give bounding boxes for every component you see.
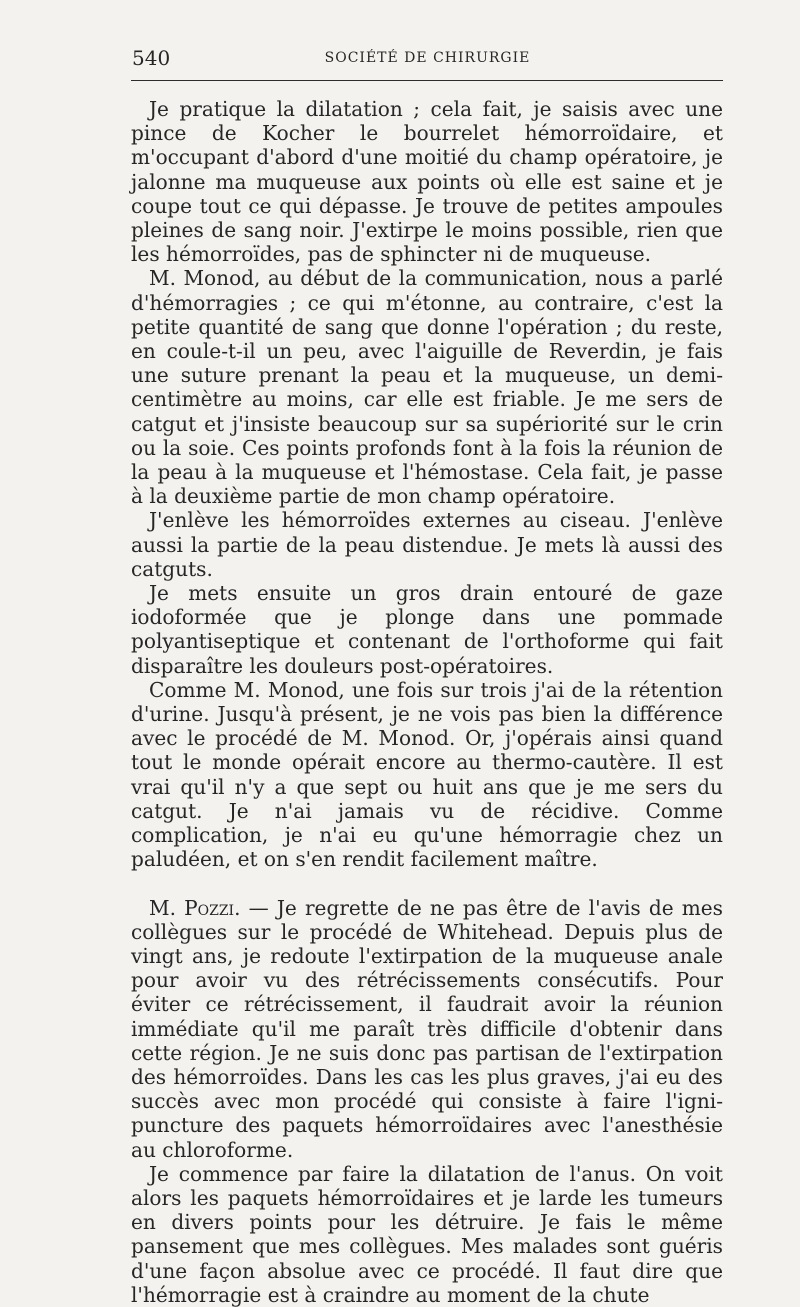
body-text xyxy=(131,97,723,1307)
speaker-text: — Je regrette de ne pas être de l'avis de mes collègues sur le procédé de Whitehead. Depuis plus de vingt ans, je redoute l'extirpation de la muqueuse anale pour avoir vu des rétrécissements consécutifs. Pour éviter ce rétrécissement, il faudrait avoir la réunion immédiate qu'il me paraît très difficile d'obtenir dans cette région. Je ne suis donc pas partisan de l'extirpation des hémorroïdes. Dans les cas les plus graves, j'ai eu des succès avec mon procédé qui consiste à faire l'igni-puncture des paquets hémorroïdaires avec l'anesthésie au chloroforme. xyxy=(131,895,723,1162)
speaker-name: M. Pozzi. xyxy=(149,895,241,920)
pozzi-paragraph xyxy=(131,896,723,1162)
running-title: SOCIÉTÉ DE CHIRURGIE xyxy=(324,50,531,66)
paragraph: J'enlève les hémorroïdes externes au ciseau. J'enlève aussi la partie de la peau distendue. Je mets là aussi des catguts. xyxy=(131,508,723,581)
paragraph: Comme M. Monod, une fois sur trois j'ai de la rétention d'urine. Jusqu'à présent, je ne vois pas bien la différence avec le procédé de M. Monod. Or, j'opérais ainsi quand tout le monde opérait encore au thermo-cautère. Il est vrai qu'il n'y a que sept ou huit ans que je me sers du catgut. Je n'ai jamais vu de récidive. Comme complication, je n'ai eu qu'une hémorragie chez un paludéen, et on s'en rendit facilement maître. xyxy=(131,677,723,872)
paragraph: Je pratique la dilatation ; cela fait, je saisis avec une pince de Kocher le bourrelet hémorroïdaire, et m'occupant d'abord d'une moitié du champ opératoire, je jalonne ma muqueuse aux points où elle est saine et je coupe tout ce qui dépasse. Je trouve de petites ampoules pleines de sang noir. J'extirpe le moins possible, rien que les hémorroïdes, pas de sphincter ni de muqueuse. xyxy=(131,97,723,267)
page-header xyxy=(132,42,723,76)
section-break xyxy=(131,872,723,896)
paragraph: Je commence par faire la dilatation de l'anus. On voit alors les paquets hémorroïdaires et je larde les tumeurs en divers points pour les détruire. Je fais le même pansement que mes collègues. Mes malades sont guéris d'une façon absolue avec ce procédé. Il faut dire que l'hémorragie est à craindre au moment de la chute xyxy=(131,1161,723,1307)
header-rule xyxy=(131,80,723,81)
page-number: 540 xyxy=(132,46,171,70)
paragraph: Je mets ensuite un gros drain entouré de gaze iodoformée que je plonge dans une pommade polyantiseptique et contenant de l'orthoforme qui fait disparaître les douleurs post-opératoires. xyxy=(131,581,723,678)
paragraph: M. Monod, au début de la communication, nous a parlé d'hémorragies ; ce qui m'étonne, au contraire, c'est la petite quantité de sang que donne l'opération ; du reste, en coule-t-il un peu, avec l'aiguille de Reverdin, je fais une suture prenant la peau et la muqueuse, un demi-centimètre au moins, car elle est friable. Je me sers de catgut et j'insiste beaucoup sur sa supériorité sur le crin ou la soie. Ces points profonds font à la fois la réunion de la peau à la muqueuse et l'hémostase. Cela fait, je passe à la deuxième partie de mon champ opératoire. xyxy=(131,266,723,509)
